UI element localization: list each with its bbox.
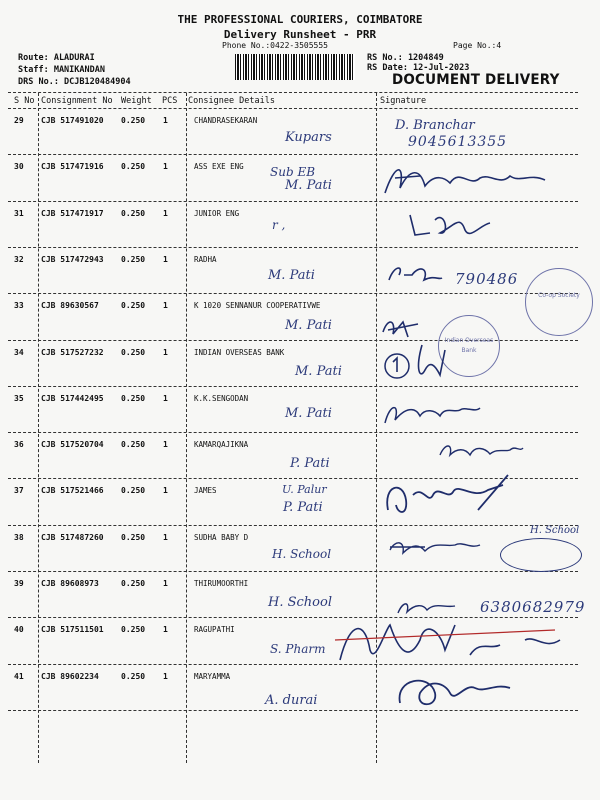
row-weight: 0.250	[121, 301, 146, 311]
handwritten-signature	[380, 158, 550, 198]
handwritten-note: M. Pati	[285, 318, 332, 333]
row-consignment-no: CJB 89602234	[41, 671, 99, 681]
row-divider	[8, 432, 578, 433]
handwritten-signature	[390, 668, 520, 713]
row-pcs: 1	[163, 301, 168, 311]
handwritten-note: P. Pati	[283, 500, 323, 515]
row-serial: 32	[14, 254, 24, 264]
row-weight: 0.250	[121, 440, 146, 450]
handwritten-signature	[384, 260, 444, 288]
row-pcs: 1	[163, 486, 168, 496]
handwritten-phone: 790486	[455, 270, 519, 288]
coop-society-seal: Co-op Society	[525, 268, 593, 336]
row-pcs: 1	[163, 347, 168, 357]
row-pcs: 1	[163, 208, 168, 218]
row-serial: 39	[14, 579, 24, 588]
row-consignment-no: CJB 517521466	[41, 486, 104, 496]
row-pcs: 1	[163, 393, 168, 403]
handwritten-phone: 6380682979	[480, 598, 586, 616]
phone-number: Phone No.:0422-3505555	[222, 41, 328, 50]
row-consignment-no: CJB 517471917	[41, 208, 104, 218]
handwritten-phone: 9045613355	[408, 134, 508, 150]
col-consignee: Consignee Details	[188, 96, 275, 106]
row-weight: 0.250	[121, 393, 146, 403]
handwritten-note: U. Palur	[282, 483, 327, 496]
document-delivery-stamp: DOCUMENT DELIVERY	[392, 72, 560, 88]
handwritten-note: H. School	[530, 525, 580, 536]
handwritten-note: M. Pati	[268, 268, 315, 283]
row-consignee: RADHA	[194, 254, 217, 264]
row-consignee: SUDHA BABY D	[194, 532, 249, 542]
row-consignee: KAMARQAJIKNA	[194, 440, 249, 450]
handwritten-note: r ,	[272, 218, 286, 232]
row-consignment-no: CJB 517511501	[41, 625, 104, 635]
col-signature: Signature	[380, 96, 427, 106]
row-pcs: 1	[163, 579, 168, 588]
handwritten-note: P. Pati	[290, 456, 330, 471]
row-weight: 0.250	[121, 208, 146, 218]
staff: Staff: MANIKANDAN	[18, 65, 105, 75]
row-pcs: 1	[163, 254, 168, 264]
row-consignee: INDIAN OVERSEAS BANK	[194, 347, 285, 357]
row-serial: 40	[14, 625, 24, 635]
handwritten-note: A. durai	[265, 693, 318, 708]
row-serial: 35	[14, 393, 24, 403]
row-consignee: JAMES	[194, 486, 217, 496]
row-consignee: JUNIOR ENG	[194, 208, 240, 218]
handwritten-signature	[380, 340, 460, 385]
rs-number: RS No.: 1204849	[367, 53, 444, 63]
col-consignment: Consignment No	[41, 96, 113, 106]
row-divider	[8, 247, 578, 248]
row-pcs: 1	[163, 671, 168, 681]
handwritten-note: Sub EB	[270, 165, 316, 179]
page-number: Page No.:4	[453, 41, 502, 50]
row-serial: 31	[14, 208, 24, 218]
row-divider	[8, 571, 578, 572]
row-serial: 33	[14, 301, 24, 311]
handwritten-signature	[378, 312, 428, 342]
route: Route: ALADURAI	[18, 53, 95, 63]
rs-date: RS Date: 12-Jul-2023	[367, 63, 470, 73]
col-divider	[186, 93, 187, 763]
handwritten-note: H. School	[268, 595, 332, 610]
col-sno: S No	[14, 96, 35, 106]
handwritten-signature	[385, 535, 485, 560]
row-divider	[8, 154, 578, 155]
row-consignment-no: CJB 89630567	[41, 301, 99, 311]
row-weight: 0.250	[121, 162, 146, 172]
row-consignment-no: CJB 517442495	[41, 393, 104, 403]
row-consignment-no: CJB 517487260	[41, 532, 104, 542]
row-consignee: ASS EXE ENG	[194, 162, 244, 172]
handwritten-signature	[378, 470, 528, 525]
row-serial: 38	[14, 532, 24, 542]
row-consignment-no: CJB 517472943	[41, 254, 104, 264]
row-consignee: MARYAMMA	[194, 671, 231, 681]
row-weight: 0.250	[121, 579, 146, 588]
row-consignee: K 1020 SENNANUR COOPERATIVWE	[194, 301, 321, 311]
row-serial: 34	[14, 347, 24, 357]
row-divider	[8, 293, 578, 294]
row-consignee: THIRUMOORTHI	[194, 579, 249, 588]
row-pcs: 1	[163, 625, 168, 635]
row-consignment-no: CJB 517527232	[41, 347, 104, 357]
handwritten-note: M. Pati	[285, 406, 332, 421]
handwritten-signature	[330, 610, 570, 670]
row-consignment-no: CJB 517491020	[41, 116, 104, 125]
row-divider	[8, 201, 578, 202]
row-consignee: RAGUPATHI	[194, 625, 235, 635]
row-weight: 0.250	[121, 486, 146, 496]
row-weight: 0.250	[121, 347, 146, 357]
drs-number: DRS No.: DCJB120484904	[18, 77, 131, 87]
row-weight: 0.250	[121, 625, 146, 635]
row-consignee: K.K.SENGODAN	[194, 393, 249, 403]
header-bottom-rule	[8, 108, 578, 109]
runsheet-title: Delivery Runsheet - PRR	[223, 28, 377, 41]
barcode	[235, 54, 355, 80]
col-pcs: PCS	[162, 96, 178, 106]
col-weight: Weight	[121, 96, 152, 106]
handwritten-note: M. Pati	[295, 364, 342, 379]
row-serial: 29	[14, 116, 24, 125]
row-consignment-no: CJB 89608973	[41, 579, 99, 588]
col-divider	[38, 93, 39, 763]
row-weight: 0.250	[121, 116, 146, 125]
row-pcs: 1	[163, 162, 168, 172]
handwritten-signature	[380, 398, 490, 428]
header-top-rule	[8, 92, 578, 93]
row-weight: 0.250	[121, 254, 146, 264]
row-weight: 0.250	[121, 532, 146, 542]
row-serial: 37	[14, 486, 24, 496]
handwritten-note: M. Pati	[285, 178, 332, 193]
row-pcs: 1	[163, 440, 168, 450]
handwritten-note: S. Pharm	[270, 642, 326, 656]
row-consignment-no: CJB 517520704	[41, 440, 104, 450]
row-weight: 0.250	[121, 671, 146, 681]
bank-seal: Indian Overseas Bank	[438, 315, 500, 377]
row-serial: 30	[14, 162, 24, 172]
row-divider	[8, 386, 578, 387]
handwritten-signature: D. Branchar	[395, 118, 475, 133]
company-title: THE PROFESSIONAL COURIERS, COIMBATORE	[177, 13, 423, 26]
row-pcs: 1	[163, 532, 168, 542]
row-serial: 41	[14, 671, 24, 681]
handwritten-circle	[500, 538, 582, 572]
row-serial: 36	[14, 440, 24, 450]
row-consignee: CHANDRASEKARAN	[194, 116, 258, 125]
row-pcs: 1	[163, 116, 168, 125]
handwritten-signature	[405, 205, 495, 245]
handwritten-signature	[435, 440, 525, 462]
handwritten-note: H. School	[272, 547, 332, 561]
handwritten-note: Kupars	[285, 130, 332, 145]
row-consignment-no: CJB 517471916	[41, 162, 104, 172]
